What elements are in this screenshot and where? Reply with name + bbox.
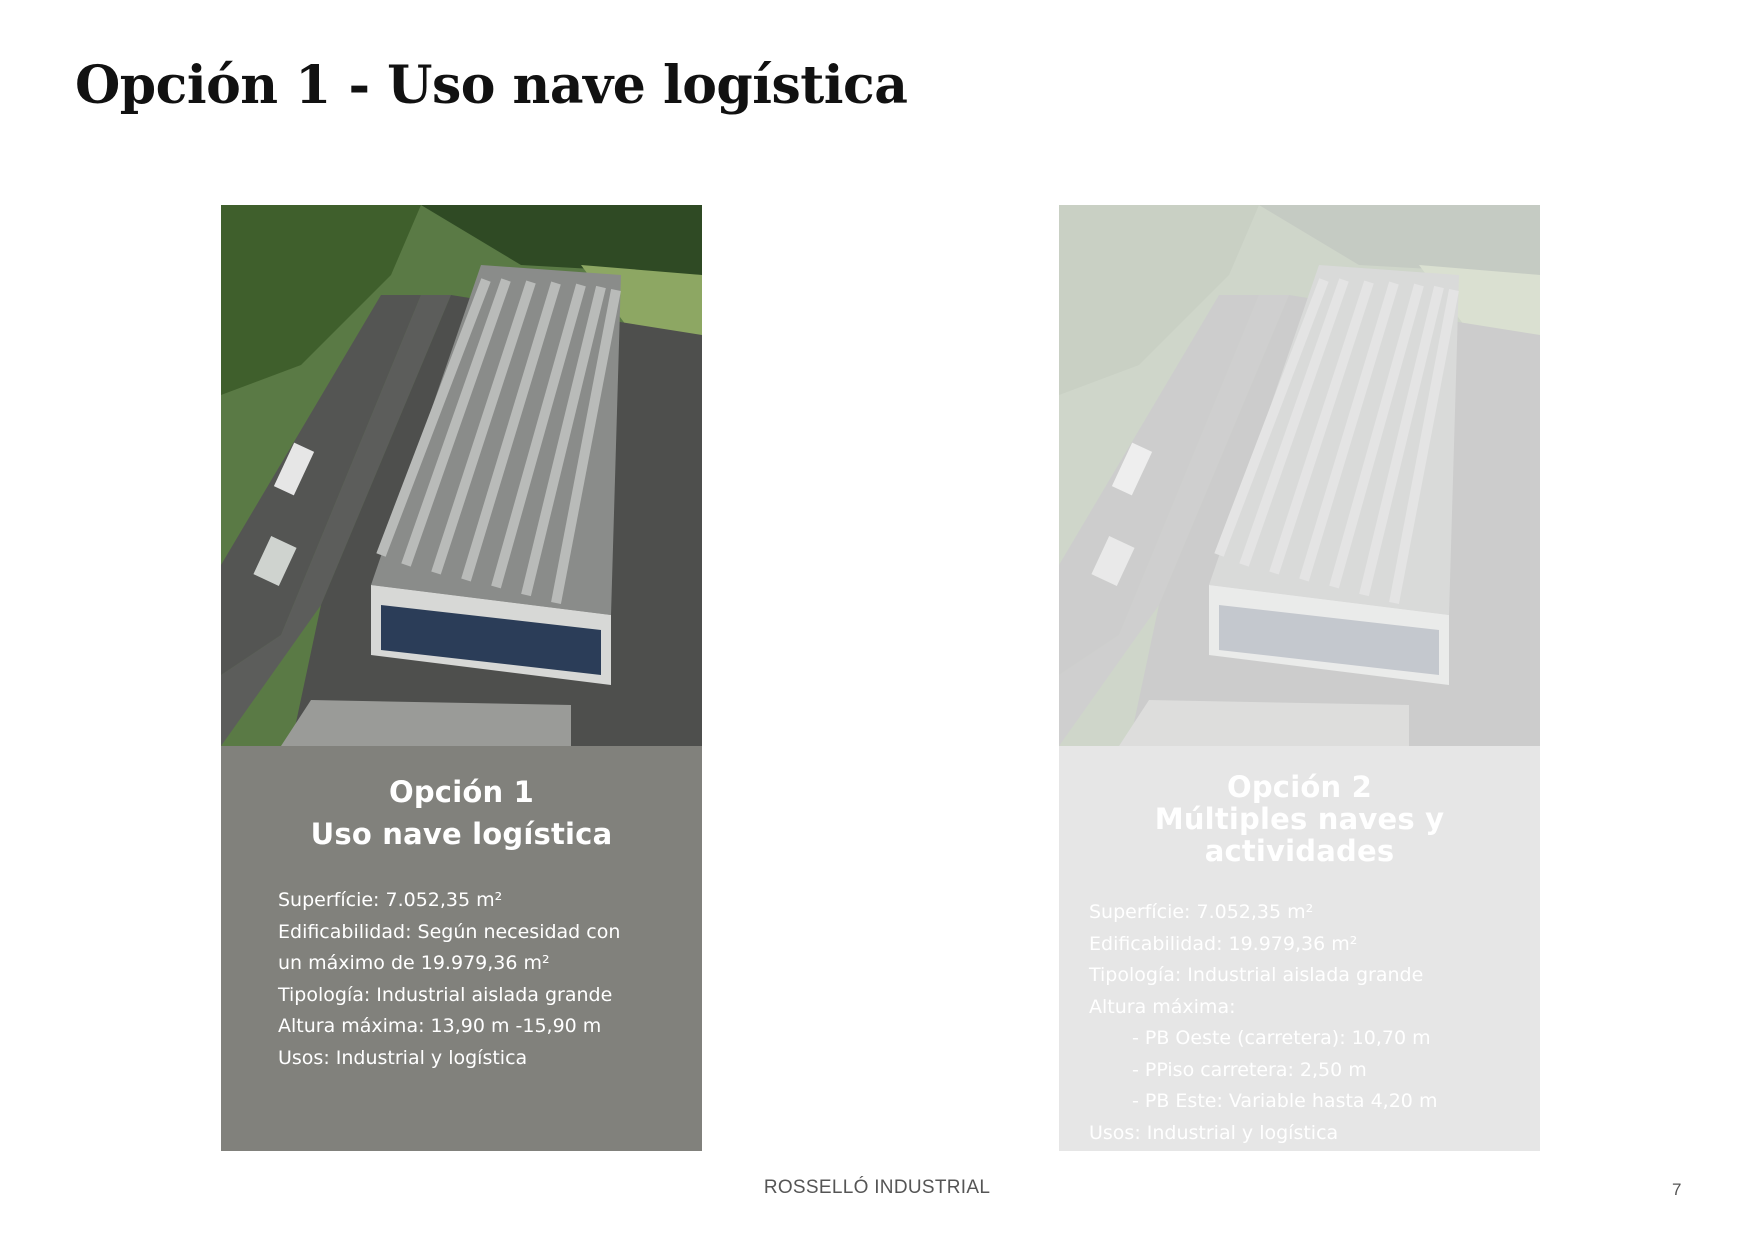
spec-item: Usos: Industrial y logística	[278, 1046, 528, 1069]
spec-item: Superfície: 7.052,35 m²	[1089, 901, 1314, 923]
page-number: 7	[1672, 1180, 1682, 1199]
spec-item: Tipología: Industrial aislada grande	[1089, 964, 1424, 986]
option-2-specs	[1059, 897, 1540, 1149]
spec-subitem: - PB Este: Variable hasta 4,20 m	[1132, 1090, 1438, 1112]
option-1-title-line2: Uso nave logística	[310, 817, 613, 851]
spec-item: Edificabilidad: 19.979,36 m²	[1089, 932, 1358, 955]
spec-item: Edificabilidad: Según necesidad con	[278, 920, 621, 943]
spec-item: Tipología: Industrial aislada grande	[278, 983, 613, 1006]
spec-item: Usos: Industrial y logística	[1089, 1121, 1339, 1144]
option-1-title	[221, 746, 702, 855]
fade-overlay	[1059, 205, 1540, 746]
option-1-info-panel	[221, 746, 702, 1151]
spec-item: Altura máxima:	[1089, 995, 1236, 1018]
warehouse-aerial-photo	[221, 205, 702, 746]
footer-brand: ROSSELLÓ INDUSTRIAL	[763, 1177, 991, 1198]
spec-subitem: - PPiso carretera: 2,50 m	[1132, 1058, 1367, 1081]
option-1-card	[221, 205, 702, 1151]
spec-item: un máximo de 19.979,36 m²	[278, 952, 550, 974]
spec-subitem: - PB Oeste (carretera): 10,70 m	[1132, 1027, 1431, 1049]
option-1-title-line1: Opción 1	[389, 775, 534, 809]
option-2-info-panel	[1059, 746, 1540, 1151]
warehouse-aerial-photo-faded	[1059, 205, 1540, 746]
option-2-title	[1059, 746, 1540, 867]
option-1-specs	[221, 885, 702, 1074]
option-2-title-line1: Opción 2	[1227, 770, 1372, 804]
spec-item: Altura máxima: 13,90 m -15,90 m	[278, 1015, 602, 1037]
option-2-card	[1059, 205, 1540, 1151]
spec-item: Superfície: 7.052,35 m²	[278, 889, 503, 911]
option-2-title-line2: Múltiples naves y actividades	[1154, 802, 1445, 868]
page-title: Opción 1 - Uso nave logística	[75, 55, 908, 116]
